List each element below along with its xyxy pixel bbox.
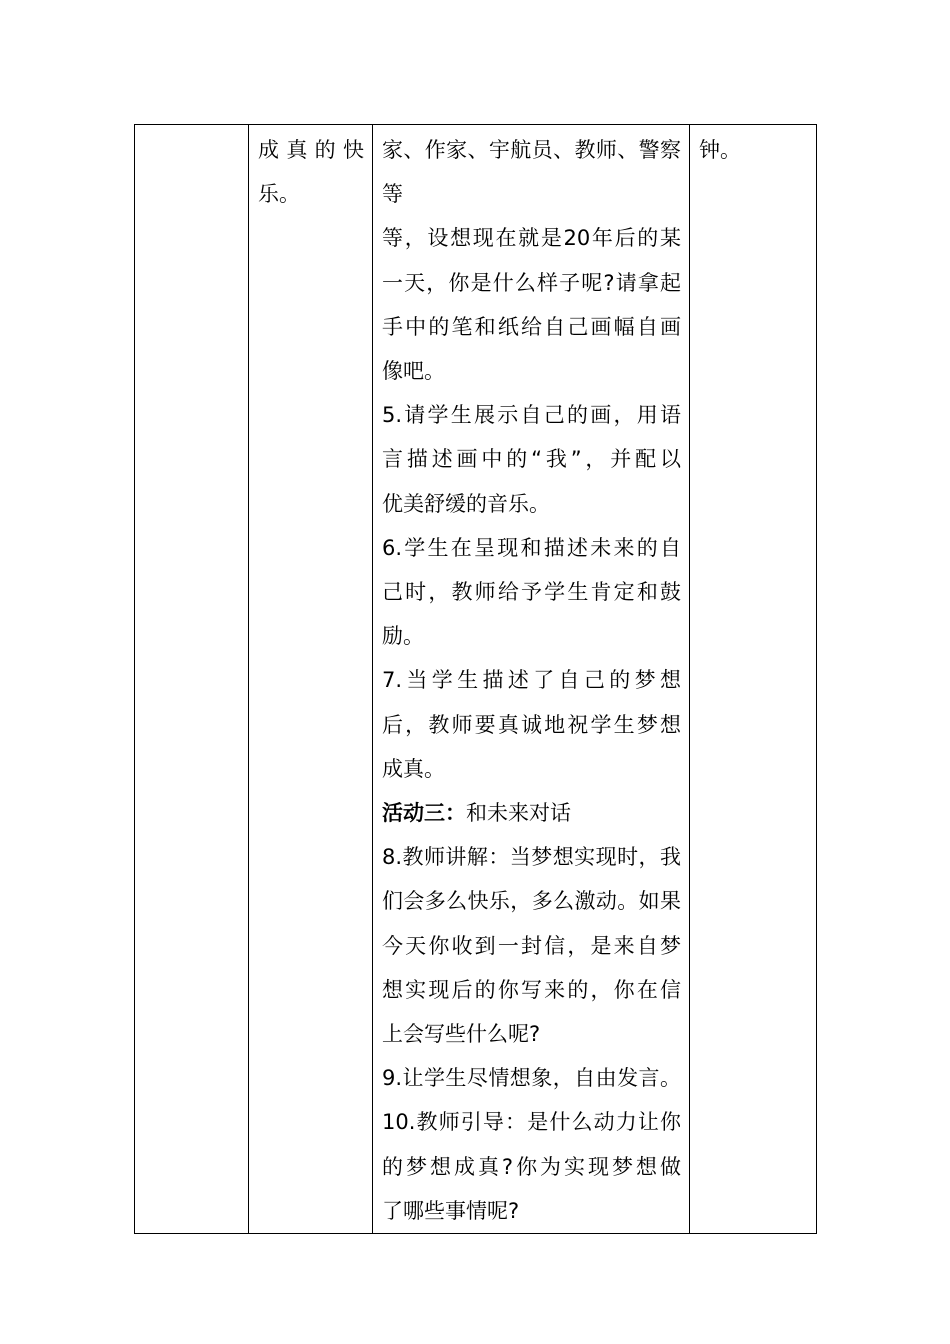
process-paragraph: [382, 658, 681, 791]
process-line: 等，设想现在就是20年后的某: [382, 226, 681, 251]
process-line: 成真。: [382, 756, 445, 781]
process-line: 后，教师要真诚地祝学生梦想: [382, 712, 681, 737]
goal-text-line: 乐。: [258, 182, 300, 207]
process-paragraph: [382, 835, 681, 1056]
process-line: 5.请学生展示自己的画，用语: [382, 403, 681, 428]
process-line: 了哪些事情呢?: [382, 1198, 520, 1223]
process-line: 想实现后的你写来的，你在信: [382, 977, 681, 1002]
activity-heading: [382, 791, 681, 835]
process-line: 的梦想成真?你为实现梦想做: [382, 1154, 681, 1179]
process-line: 像吧。: [382, 359, 445, 384]
process-line: 8.教师讲解：当梦想实现时，我: [382, 845, 681, 870]
process-line: 7.当学生描述了自己的梦想: [382, 668, 681, 693]
table-cell-goal: [249, 125, 373, 1234]
goal-text-line: 成真的快: [258, 138, 364, 162]
process-line: 今天你收到一封信，是来自梦: [382, 933, 681, 958]
process-line: 一天，你是什么样子呢?请拿起: [382, 270, 681, 295]
process-line: 们会多么快乐，多么激动。如果: [382, 889, 681, 914]
process-line: 励。: [382, 624, 424, 649]
process-line: 优美舒缓的音乐。: [382, 491, 550, 516]
process-line: 9.让学生尽情想象，自由发言。: [382, 1066, 681, 1091]
table-cell-empty: [135, 125, 249, 1234]
process-line: 言描述画中的“我”，并配以: [382, 447, 681, 472]
activity-heading-label: 活动三：: [382, 801, 466, 826]
time-text-line: 钟。: [699, 138, 741, 162]
table-cell-process: [373, 125, 690, 1234]
process-line: 上会写些什么呢?: [382, 1022, 541, 1047]
process-paragraph: [382, 1100, 681, 1233]
process-line: 10.教师引导：是什么动力让你: [382, 1110, 681, 1135]
table-cell-time: [690, 125, 817, 1234]
process-paragraph: [382, 526, 681, 659]
table-row: [135, 125, 817, 1234]
process-paragraph: [382, 393, 681, 526]
process-line: 6.学生在呈现和描述未来的自: [382, 535, 681, 560]
process-line: 手中的笔和纸给自己画幅自画: [382, 314, 681, 339]
lesson-plan-table: [134, 124, 817, 1234]
process-line: 己时，教师给予学生肯定和鼓: [382, 580, 681, 605]
activity-heading-text: 和未来对话: [466, 801, 571, 826]
process-line: 家、作家、宇航员、教师、警察等: [382, 138, 681, 207]
process-paragraph: [382, 128, 681, 393]
process-paragraph: [382, 1056, 681, 1100]
